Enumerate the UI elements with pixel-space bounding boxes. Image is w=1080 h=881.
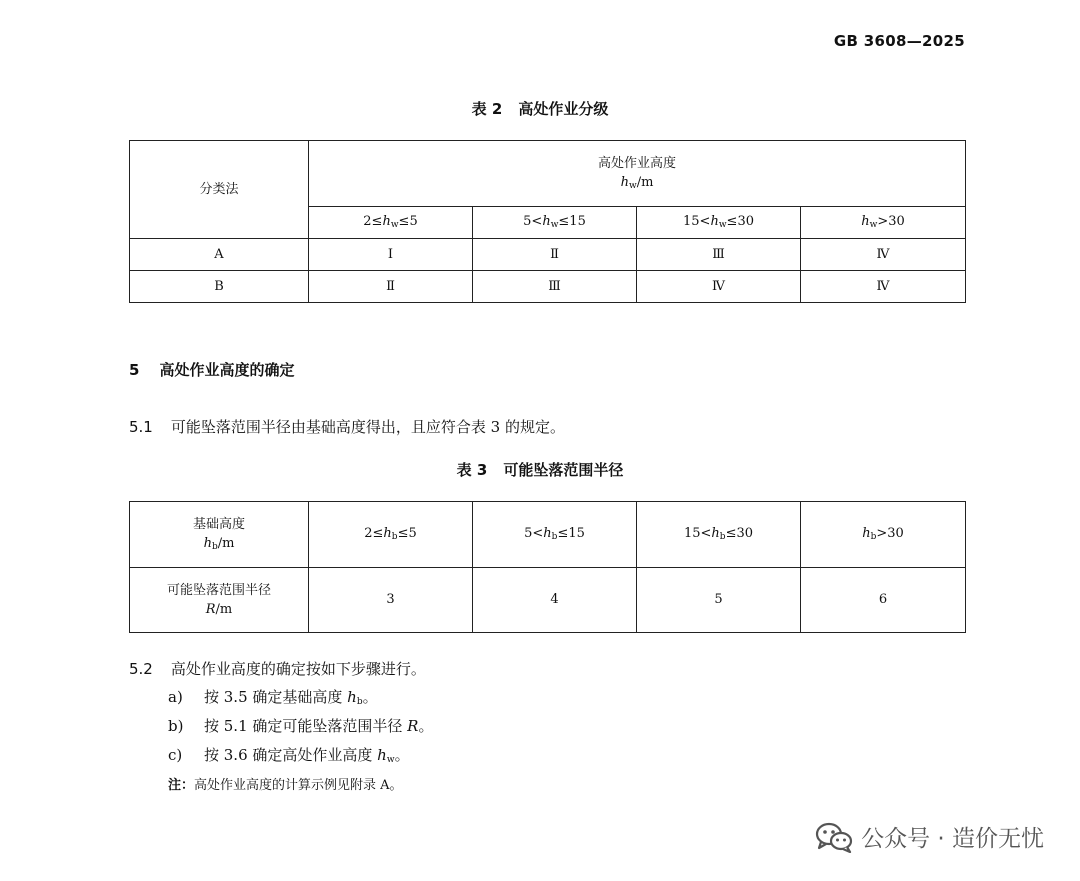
table2-title: 表 2 高处作业分级 bbox=[471, 100, 609, 118]
note: 注：高处作业高度的计算示例见附录 A。 bbox=[168, 778, 403, 793]
table2-col-header: $2\le h_w\le 5$ bbox=[309, 207, 473, 239]
table3-value: 5 bbox=[637, 568, 801, 633]
table2-grade: Ⅳ bbox=[801, 271, 966, 303]
table-row bbox=[130, 239, 966, 271]
table3-col-header: $h_b>30$ bbox=[801, 502, 966, 568]
table3-col-header: $2\le h_b\le 5$ bbox=[309, 502, 473, 568]
section-heading: 5 高处作业高度的确定 bbox=[129, 361, 295, 379]
table2-grade: Ⅲ bbox=[473, 271, 637, 303]
paragraph-5-2: 5.2 高处作业高度的确定按如下步骤进行。 bbox=[129, 660, 426, 678]
table3-value: 4 bbox=[473, 568, 637, 633]
table-row bbox=[130, 502, 966, 568]
table2-grade: Ⅱ bbox=[473, 239, 637, 271]
table-row bbox=[130, 271, 966, 303]
table2-grade: Ⅰ bbox=[309, 239, 473, 271]
table3-row-label: 基础高度 $h_b/m$ bbox=[130, 502, 309, 568]
table3-col-header: $15<h_b\le 30$ bbox=[637, 502, 801, 568]
watermark: 公众号 · 造价无忧 bbox=[815, 820, 1044, 853]
table2-grade: Ⅳ bbox=[801, 239, 966, 271]
table2 bbox=[129, 140, 966, 303]
table2-col-header: $15<h_w\le 30$ bbox=[637, 207, 801, 239]
standard-number: GB 3608—2025 bbox=[833, 32, 965, 50]
table2-col-header: $5<h_w\le 15$ bbox=[473, 207, 637, 239]
table3-col-header: $5<h_b\le 15$ bbox=[473, 502, 637, 568]
paragraph-5-1: 5.1 可能坠落范围半径由基础高度得出，且应符合表 3 的规定。 bbox=[129, 418, 565, 436]
table2-row-header: 分类法 bbox=[130, 141, 309, 239]
table2-col-header: $h_w>30$ bbox=[801, 207, 966, 239]
table2-group-header: 高处作业高度 $h_w/m$ bbox=[309, 141, 966, 207]
table3 bbox=[129, 501, 966, 633]
table2-grade: Ⅳ bbox=[637, 271, 801, 303]
table3-value: 6 bbox=[801, 568, 966, 633]
table2-method: B bbox=[130, 271, 309, 303]
table2-grade: Ⅱ bbox=[309, 271, 473, 303]
table3-value: 3 bbox=[309, 568, 473, 633]
table3-row-label: 可能坠落范围半径 R/m bbox=[130, 568, 309, 633]
step-item: c) 按 3.6 确定高处作业高度 $h_w$。 bbox=[168, 746, 410, 765]
table2-grade: Ⅲ bbox=[637, 239, 801, 271]
wechat-icon bbox=[815, 821, 853, 853]
table2-method: A bbox=[130, 239, 309, 271]
step-item: a) 按 3.5 确定基础高度 $h_b$。 bbox=[168, 688, 378, 707]
table3-title: 表 3 可能坠落范围半径 bbox=[456, 461, 624, 479]
step-item: b) 按 5.1 确定可能坠落范围半径 R。 bbox=[168, 717, 434, 735]
table-row bbox=[130, 568, 966, 633]
